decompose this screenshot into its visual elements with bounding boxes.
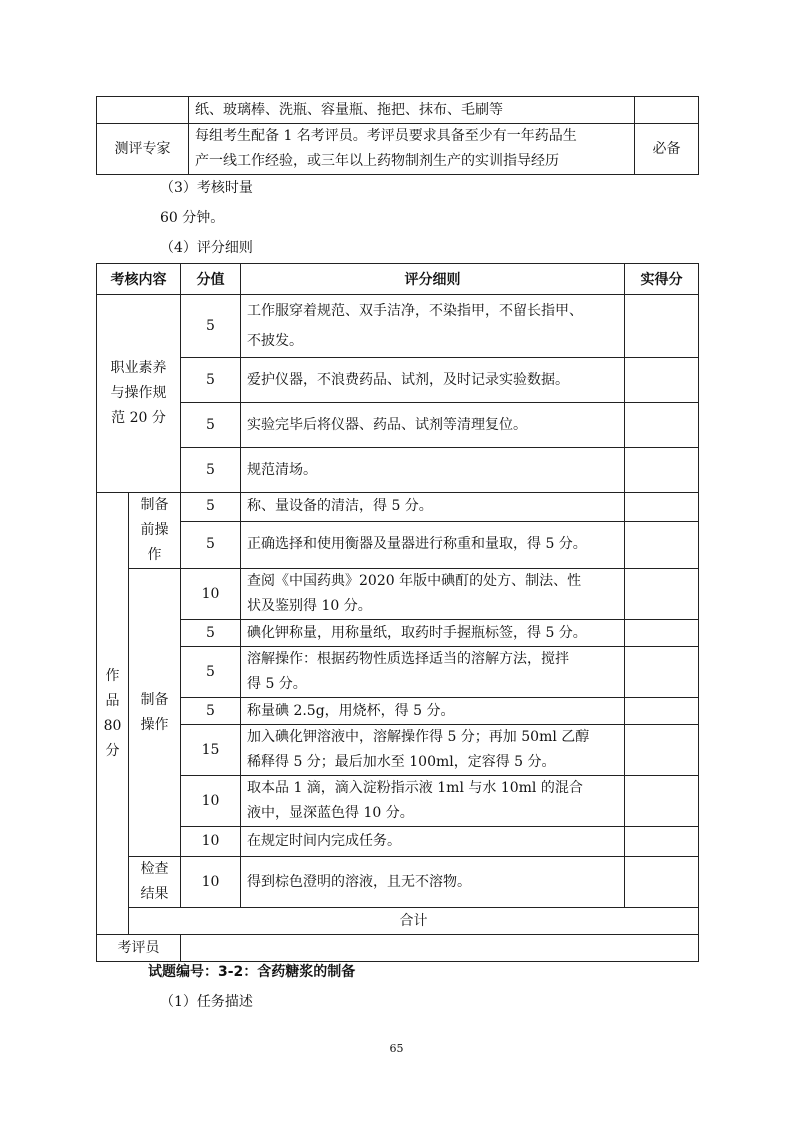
cell-line: 不披发。	[247, 333, 303, 349]
score-cell: 15	[181, 725, 241, 776]
header-detail: 评分细则	[241, 264, 625, 295]
detail-cell: 规范清场。	[241, 448, 625, 493]
section-heading: （3）考核时量	[160, 180, 253, 196]
equipment-table	[96, 96, 699, 175]
cell-line: 液中，显深蓝色得 10 分。	[247, 805, 414, 821]
table-cell	[635, 97, 699, 124]
cell-line: 工作服穿着规范、双手洁净，不染指甲，不留长指甲、	[247, 303, 583, 319]
score-cell: 5	[181, 295, 241, 358]
examiner-signature-cell	[181, 935, 699, 962]
table-row	[97, 620, 699, 647]
table-row	[97, 448, 699, 493]
question-title: 试题编号：3-2：含药糖浆的制备	[148, 964, 356, 980]
header-score: 分值	[181, 264, 241, 295]
cell-line: 稀释得 5 分；最后加水至 100ml，定容得 5 分。	[247, 754, 556, 770]
subcategory-label-line: 结果	[140, 886, 169, 902]
table-row	[97, 857, 699, 908]
actual-score-cell	[625, 295, 699, 358]
score-cell: 5	[181, 403, 241, 448]
actual-score-cell	[625, 725, 699, 776]
table-header-row	[97, 264, 699, 295]
subcategory-label-line: 作	[147, 547, 162, 563]
detail-cell	[241, 776, 625, 827]
detail-cell	[241, 647, 625, 698]
actual-score-cell	[625, 620, 699, 647]
category-label-line: 范 20 分	[111, 410, 166, 426]
detail-cell: 实验完毕后将仪器、药品、试剂等清理复位。	[241, 403, 625, 448]
score-cell: 10	[181, 857, 241, 908]
table-row	[97, 493, 699, 522]
section-heading: （1）任务描述	[160, 994, 253, 1010]
actual-score-cell	[625, 403, 699, 448]
subcategory-label-line: 制备	[140, 691, 169, 708]
detail-cell: 称、量设备的清洁，得 5 分。	[241, 493, 625, 522]
subcategory-operation	[129, 569, 181, 857]
detail-cell: 得到棕色澄明的溶液，且无不溶物。	[241, 857, 625, 908]
subcategory-label-line: 操作	[140, 716, 169, 733]
actual-score-cell	[625, 448, 699, 493]
category-label-line: 与操作规	[110, 385, 167, 401]
detail-cell: 称量碘 2.5g，用烧杯，得 5 分。	[241, 698, 625, 725]
paragraph: 60 分钟。	[160, 210, 225, 226]
category-professional	[97, 295, 181, 493]
actual-score-cell	[625, 647, 699, 698]
category-label-line: 作	[105, 667, 120, 684]
cell-line: 得 5 分。	[247, 676, 307, 692]
cell-line: 查阅《中国药典》2020 年版中碘酊的处方、制法、性	[247, 573, 582, 589]
subcategory-check-results	[129, 857, 181, 908]
score-cell: 5	[181, 358, 241, 403]
table-row	[97, 725, 699, 776]
actual-score-cell	[625, 358, 699, 403]
header-actual: 实得分	[625, 264, 699, 295]
table-row	[97, 776, 699, 827]
score-cell: 5	[181, 521, 241, 569]
table-row	[97, 358, 699, 403]
table-row	[97, 935, 699, 962]
detail-cell: 爱护仪器，不浪费药品、试剂，及时记录实验数据。	[241, 358, 625, 403]
table-cell	[97, 97, 189, 124]
section-heading: （4）评分细则	[160, 240, 253, 256]
category-label-line: 职业素养	[110, 360, 167, 376]
table-row	[97, 521, 699, 569]
table-row	[97, 124, 699, 175]
subcategory-label-line: 前操	[140, 522, 169, 538]
score-cell: 5	[181, 493, 241, 522]
detail-cell: 碘化钾称量，用称量纸，取药时手握瓶标签，得 5 分。	[241, 620, 625, 647]
subcategory-label-line: 制备	[140, 497, 169, 513]
header-content: 考核内容	[97, 264, 181, 295]
score-cell: 10	[181, 827, 241, 857]
score-cell: 10	[181, 569, 241, 620]
subcategory-label-line: 检查	[140, 861, 169, 877]
score-cell: 5	[181, 620, 241, 647]
table-row	[97, 403, 699, 448]
table-cell	[189, 124, 635, 175]
actual-score-cell	[625, 569, 699, 620]
table-cell: 必备	[635, 124, 699, 175]
detail-cell	[241, 569, 625, 620]
category-label-line: 品	[105, 692, 120, 709]
detail-cell: 正确选择和使用衡器及量器进行称重和量取，得 5 分。	[241, 521, 625, 569]
score-cell: 10	[181, 776, 241, 827]
table-row	[97, 97, 699, 124]
cell-line: 状及鉴别得 10 分。	[247, 598, 372, 614]
actual-score-cell	[625, 698, 699, 725]
subcategory-pre-operation	[129, 493, 181, 569]
table-cell: 测评专家	[97, 124, 189, 175]
cell-line: 每组考生配备 1 名考评员。考评员要求具备至少有一年药品生	[195, 128, 577, 144]
detail-cell	[241, 295, 625, 358]
examiner-label: 考评员	[97, 935, 181, 962]
page-number: 65	[389, 1042, 404, 1055]
category-product	[97, 493, 129, 935]
cell-line: 取本品 1 滴，滴入淀粉指示液 1ml 与水 10ml 的混合	[247, 780, 583, 796]
detail-cell: 在规定时间内完成任务。	[241, 827, 625, 857]
table-row	[97, 569, 699, 620]
total-label: 合计	[129, 908, 699, 935]
table-row	[97, 908, 699, 935]
score-cell: 5	[181, 448, 241, 493]
table-row	[97, 647, 699, 698]
score-cell: 5	[181, 647, 241, 698]
detail-cell	[241, 725, 625, 776]
cell-line: 加入碘化钾溶液中，溶解操作得 5 分；再加 50ml 乙醇	[247, 729, 590, 745]
cell-line: 产一线工作经验，或三年以上药物制剂生产的实训指导经历	[195, 153, 559, 169]
cell-line: 溶解操作：根据药物性质选择适当的溶解方法，搅拌	[247, 651, 569, 667]
category-label-line: 80	[103, 717, 122, 734]
actual-score-cell	[625, 776, 699, 827]
table-row	[97, 295, 699, 358]
scoring-table	[96, 263, 699, 962]
actual-score-cell	[625, 493, 699, 522]
actual-score-cell	[625, 827, 699, 857]
score-cell: 5	[181, 698, 241, 725]
table-cell: 纸、玻璃棒、洗瓶、容量瓶、拖把、抹布、毛刷等	[189, 97, 635, 124]
actual-score-cell	[625, 857, 699, 908]
actual-score-cell	[625, 521, 699, 569]
table-row	[97, 827, 699, 857]
table-row	[97, 698, 699, 725]
category-label-line: 分	[105, 742, 120, 759]
